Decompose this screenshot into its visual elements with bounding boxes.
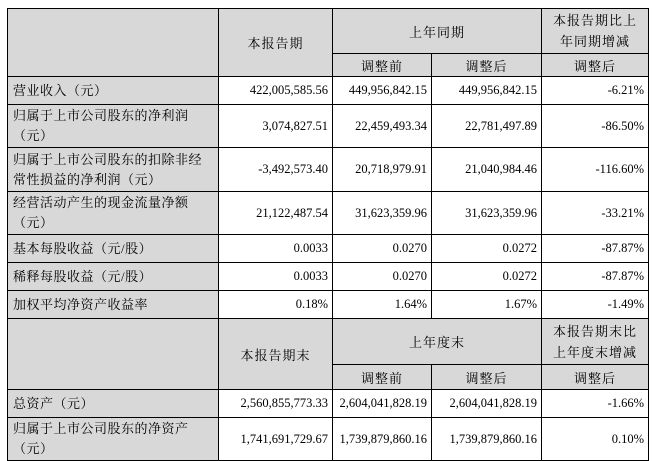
row-label: 归属于上市公司股东的扣除非经常性损益的净利润（元） [8,148,219,192]
section2-subheader-change-after-adjust: 调整后 [542,365,649,390]
value-before-adjust: 1,739,879,860.16 [333,418,432,461]
table-row-net-assets [8,418,649,461]
value-after-adjust: 449,956,842.15 [432,77,542,105]
value-current: 422,005,585.56 [219,77,333,105]
table-row-net-profit-excl-nonrecurring [8,148,649,192]
section1-header-prior-period-group: 上年同期 [333,9,542,54]
value-before-adjust: 2,604,041,828.19 [333,390,432,418]
value-after-adjust: 2,604,041,828.19 [432,390,542,418]
value-current: 1,741,691,729.67 [219,418,333,461]
table-row-net-profit [8,105,649,148]
table-row-operating-cash-flow [8,192,649,235]
section1-subheader-change-after-adjust: 调整后 [542,54,649,77]
value-current: 2,560,855,773.33 [219,390,333,418]
row-label: 稀释每股收益（元/股） [8,263,219,291]
value-before-adjust: 31,623,359.96 [333,192,432,235]
value-current: 0.0033 [219,263,333,291]
value-change: -33.21% [542,192,649,235]
value-before-adjust: 0.0270 [333,263,432,291]
value-after-adjust: 0.0272 [432,235,542,263]
row-label: 归属于上市公司股东的净利润（元） [8,105,219,148]
value-change: -87.87% [542,235,649,263]
value-before-adjust: 22,459,493.34 [333,105,432,148]
row-label: 营业收入（元） [8,77,219,105]
value-current: -3,492,573.40 [219,148,333,192]
value-before-adjust: 449,956,842.15 [333,77,432,105]
value-current: 0.18% [219,291,333,319]
section2-corner-cell [8,319,219,390]
table-row-revenue [8,77,649,105]
value-after-adjust: 31,623,359.96 [432,192,542,235]
value-change: -87.87% [542,263,649,291]
section2-header-change-group: 本报告期末比上年度末增减 [542,319,649,365]
value-before-adjust: 1.64% [333,291,432,319]
section2-subheader-after-adjust: 调整后 [432,365,542,390]
value-before-adjust: 0.0270 [333,235,432,263]
value-after-adjust: 0.0272 [432,263,542,291]
section1-header-current-period: 本报告期 [219,9,333,77]
value-after-adjust: 1,739,879,860.16 [432,418,542,461]
value-change: 0.10% [542,418,649,461]
row-label: 基本每股收益（元/股） [8,235,219,263]
section2-subheader-before-adjust: 调整前 [333,365,432,390]
section2-header-current-period-end: 本报告期末 [219,319,333,390]
table-row-diluted-eps [8,263,649,291]
section1-header-row-1 [8,9,649,54]
section1-subheader-before-adjust: 调整前 [333,54,432,77]
value-change: -1.66% [542,390,649,418]
value-change: -1.49% [542,291,649,319]
section1-subheader-after-adjust: 调整后 [432,54,542,77]
value-current: 21,122,487.54 [219,192,333,235]
section2-header-row-1 [8,319,649,365]
table-row-weighted-avg-roe [8,291,649,319]
value-current: 0.0033 [219,235,333,263]
value-change: -6.21% [542,77,649,105]
value-change: -86.50% [542,105,649,148]
value-after-adjust: 1.67% [432,291,542,319]
row-label: 总资产（元） [8,390,219,418]
value-change: -116.60% [542,148,649,192]
row-label: 加权平均净资产收益率 [8,291,219,319]
value-after-adjust: 21,040,984.46 [432,148,542,192]
table-row-total-assets [8,390,649,418]
section1-header-change-group: 本报告期比上年同期增减 [542,9,649,54]
value-after-adjust: 22,781,497.89 [432,105,542,148]
value-current: 3,074,827.51 [219,105,333,148]
section1-corner-cell [8,9,219,77]
table-row-basic-eps [8,235,649,263]
value-before-adjust: 20,718,979.91 [333,148,432,192]
financial-summary-table [7,8,649,461]
section2-header-prior-year-end-group: 上年度末 [333,319,542,365]
row-label: 经营活动产生的现金流量净额（元） [8,192,219,235]
row-label: 归属于上市公司股东的净资产（元） [8,418,219,461]
